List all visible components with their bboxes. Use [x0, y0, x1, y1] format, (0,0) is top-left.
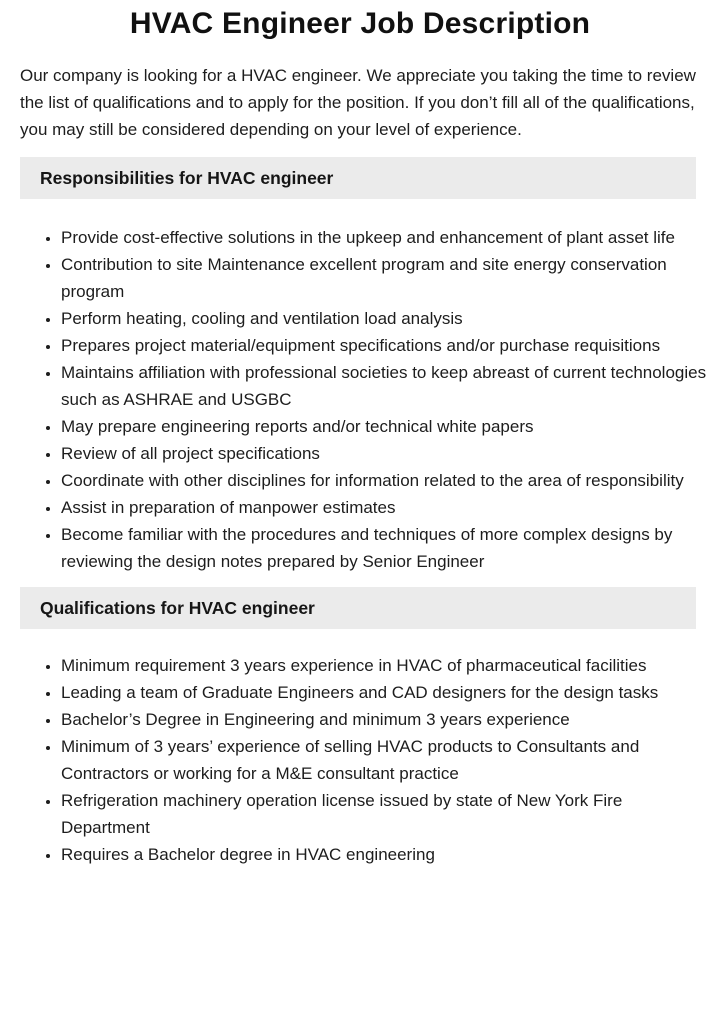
qualifications-list	[0, 652, 710, 868]
list-item: • Become familiar with the procedures and techniques of more complex designs by reviewing the design notes prepared by Senior Engineer	[61, 521, 710, 575]
list-item: • Bachelor’s Degree in Engineering and minimum 3 years experience	[61, 706, 710, 733]
list-item: • Contribution to site Maintenance excellent program and site energy conservation program	[61, 251, 710, 305]
responsibilities-section-header	[20, 157, 696, 199]
list-item: • Minimum requirement 3 years experience in HVAC of pharmaceutical facilities	[61, 652, 710, 679]
qualifications-section-header	[20, 587, 696, 629]
list-item: • May prepare engineering reports and/or technical white papers	[61, 413, 710, 440]
responsibilities-list	[0, 224, 710, 575]
list-item: • Provide cost-effective solutions in the upkeep and enhancement of plant asset life	[61, 224, 710, 251]
list-item: • Leading a team of Graduate Engineers and CAD designers for the design tasks	[61, 679, 710, 706]
list-item: • Refrigeration machinery operation license issued by state of New York Fire Department	[61, 787, 710, 841]
intro-paragraph: Our company is looking for a HVAC engineer. We appreciate you taking the time to review the list of qualifications and to apply for the position. If you don’t fill all of the qualifications, you may still be considered depending on your level of experience.	[20, 66, 696, 139]
list-item: • Minimum of 3 years’ experience of selling HVAC products to Consultants and Contractors or working for a M&E consultant practice	[61, 733, 710, 787]
list-item: • Coordinate with other disciplines for information related to the area of responsibility	[61, 467, 710, 494]
responsibilities-heading: Responsibilities for HVAC engineer	[40, 167, 334, 188]
list-item: • Assist in preparation of manpower estimates	[61, 494, 710, 521]
list-item: • Prepares project material/equipment specifications and/or purchase requisitions	[61, 332, 710, 359]
list-item: • Maintains affiliation with professional societies to keep abreast of current technologies such as ASHRAE and USGBC	[61, 359, 710, 413]
list-item: • Review of all project specifications	[61, 440, 710, 467]
qualifications-heading: Qualifications for HVAC engineer	[40, 597, 315, 618]
page-title: HVAC Engineer Job Description	[129, 7, 591, 40]
list-item: • Perform heating, cooling and ventilation load analysis	[61, 305, 710, 332]
list-item: • Requires a Bachelor degree in HVAC engineering	[61, 841, 710, 868]
